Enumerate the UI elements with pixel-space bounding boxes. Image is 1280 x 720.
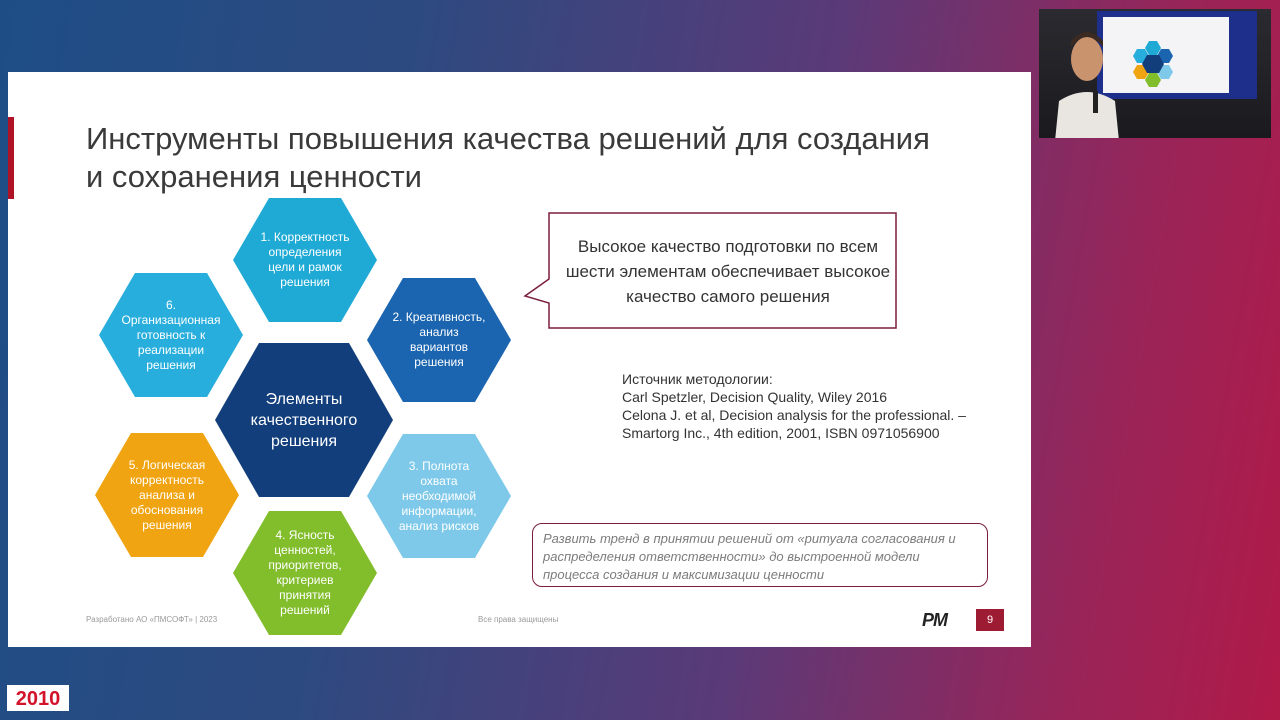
- slide-title-line-1: Инструменты повышения качества решений для создания: [86, 121, 930, 156]
- hex-element-2-label: 2. Креативность, анализ вариантов решения: [392, 310, 486, 369]
- hex-element-3-label: 3. Полнота охвата необходимой информации, анализ рисков: [398, 458, 480, 533]
- hex-center-label: Элементы качественного решения: [250, 390, 358, 450]
- source-line-3: Celona J. et al, Decision analysis for the professional. –: [622, 407, 966, 423]
- hex-element-1: [233, 198, 377, 322]
- page-number: 9: [976, 609, 1004, 631]
- slide-title: [86, 120, 986, 196]
- speaker-figure: [1047, 21, 1127, 138]
- hex-element-4: [233, 511, 377, 635]
- hex-element-4-label: 4. Ясность ценностей, приоритетов, критериев принятия решений: [268, 528, 342, 617]
- title-accent-bar: [8, 117, 14, 199]
- slide-title-line-2: и сохранения ценности: [86, 159, 422, 194]
- trend-note: Развить тренд в принятии решений от «ритуала согласования и распределения ответственности» до выстроенной модели процесса создания и максимизации ценности: [532, 523, 988, 587]
- footer-rights: Все права защищены: [478, 615, 559, 624]
- presentation-slide: [8, 72, 1031, 647]
- event-logo-icon: [7, 685, 69, 711]
- hex-element-6-label: 6. Организационная готовность к реализации решения: [121, 297, 221, 372]
- source-block: [622, 370, 1002, 442]
- speaker-camera-feed: [1039, 9, 1271, 138]
- source-line-1: Источник методологии:: [622, 371, 773, 387]
- footer-copyright: Разработано АО «ПМСОФТ» | 2023: [86, 615, 218, 624]
- hex-element-1-label: 1. Корректность определения цели и рамок решения: [260, 230, 350, 289]
- event-logo-text: 2010: [15, 688, 61, 710]
- hex-center: [215, 343, 393, 497]
- pm-logo: PM: [922, 610, 947, 630]
- source-line-4: Smartorg Inc., 4th edition, 2001, ISBN 0971056900: [622, 425, 940, 441]
- source-line-2: Carl Spetzler, Decision Quality, Wiley 2016: [622, 389, 888, 405]
- hex-element-5-label: 5. Логическая корректность анализа и обоснования решения: [128, 457, 206, 532]
- callout-text: Высокое качество подготовки по всем шести элементам обеспечивает высокое качество самого решения: [565, 236, 891, 306]
